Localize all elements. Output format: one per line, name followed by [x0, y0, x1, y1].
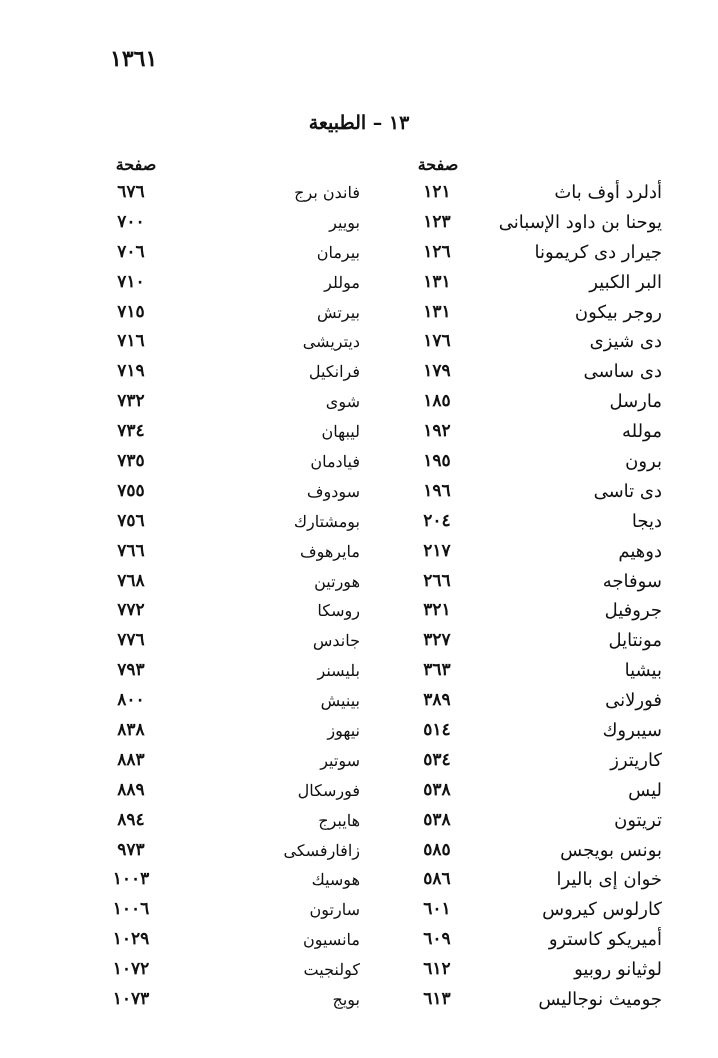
- entry-page-second: ١٠٠٦: [112, 899, 150, 920]
- entry-name-second: زافارفسكى: [283, 840, 360, 860]
- index-row: [0, 477, 718, 507]
- entry-name: بونس بويجس: [560, 839, 662, 861]
- column-header-middle: صفحة: [417, 155, 459, 174]
- entry-name-second: ليبهان: [321, 422, 360, 442]
- entry-page: ١٧٩: [423, 361, 451, 382]
- index-row: [0, 208, 718, 238]
- entry-name-second: سودوف: [306, 481, 360, 501]
- entry-name: سيبروك: [602, 720, 662, 742]
- entry-page: ٥٣٤: [423, 749, 451, 770]
- entry-page-second: ٧٠٠: [117, 211, 145, 232]
- index-row: [0, 357, 718, 387]
- entry-name-second: فيادمان: [310, 452, 360, 472]
- entry-name-second: فاندن برج: [294, 183, 360, 202]
- entry-page: ٢٦٦: [423, 570, 451, 591]
- entry-page: ١٩٥: [423, 451, 451, 472]
- index-row: [0, 387, 718, 417]
- entry-name-second: هورتين: [314, 571, 360, 591]
- entry-page: ٣٢٧: [423, 630, 451, 651]
- entry-name-second: مانسيون: [302, 930, 360, 950]
- entry-page-second: ٧٠٦: [117, 241, 145, 262]
- index-row: [0, 417, 718, 447]
- entry-name-second: بويج: [332, 990, 360, 1010]
- entry-page-second: ٧١٦: [117, 331, 145, 352]
- entry-page: ١٨٥: [423, 391, 451, 412]
- entry-page-second: ٧٩٣: [117, 660, 145, 681]
- entry-name: جوميث نوجاليس: [538, 989, 662, 1011]
- entry-name: تريتون: [614, 809, 662, 831]
- entry-page-second: ٧١٥: [117, 301, 145, 322]
- index-row: [0, 925, 718, 955]
- entry-page: ٦٠٩: [423, 929, 451, 950]
- entry-page: ١٢١: [423, 182, 451, 202]
- entry-page: ٣٦٣: [423, 660, 451, 681]
- index-list: [0, 178, 718, 1015]
- entry-page-second: ٧٧٦: [117, 630, 145, 651]
- index-row: [0, 626, 718, 656]
- index-row: [0, 537, 718, 567]
- entry-name: لوثيانو روبيو: [574, 959, 662, 981]
- entry-name-second: شوى: [325, 392, 360, 412]
- index-row: [0, 985, 718, 1015]
- entry-name: كارلوس كيروس: [542, 899, 662, 921]
- entry-page-second: ٧٣٢: [117, 391, 145, 412]
- index-row: [0, 567, 718, 597]
- entry-name-second: مايرهوف: [299, 541, 360, 561]
- section-title: ١٣ – الطبيعة: [308, 112, 410, 134]
- entry-page-second: ٧١٠: [117, 271, 145, 292]
- entry-page: ١٢٦: [423, 241, 451, 262]
- entry-name: سوفاجه: [602, 570, 662, 592]
- index-row: [0, 268, 718, 298]
- entry-name-second: موللر: [324, 272, 360, 292]
- index-row: [0, 776, 718, 806]
- entry-page-second: ١٠٧٢: [112, 959, 150, 980]
- index-row: [0, 716, 718, 746]
- entry-name: جروفيل: [604, 600, 662, 622]
- entry-page-second: ٦٧٦: [117, 182, 145, 202]
- entry-name-second: بليسنر: [317, 661, 360, 681]
- entry-page-second: ١٠٠٣: [112, 869, 150, 890]
- entry-name-second: بيرمان: [316, 242, 360, 262]
- index-row: [0, 865, 718, 895]
- entry-page-second: ٨٠٠: [117, 690, 145, 711]
- entry-name: مارسل: [609, 391, 662, 413]
- entry-page-second: ٨٨٩: [117, 779, 145, 800]
- entry-page-second: ٧٥٦: [117, 510, 145, 531]
- entry-name-second: ديتريشى: [302, 332, 360, 352]
- entry-page: ٣٢١: [423, 600, 451, 621]
- entry-name-second: سوتير: [320, 750, 360, 770]
- entry-page: ٦١٢: [423, 959, 451, 980]
- entry-page-second: ١٠٧٣: [112, 989, 150, 1010]
- entry-page-second: ٧٦٨: [117, 570, 145, 591]
- index-row: [0, 327, 718, 357]
- entry-page: ٢٠٤: [423, 510, 451, 531]
- entry-page-second: ٧٧٢: [117, 600, 145, 621]
- entry-page: ١٣١: [423, 271, 451, 292]
- entry-page: ٦١٣: [423, 989, 451, 1010]
- entry-name: أدلرد أوف باث: [554, 182, 662, 203]
- entry-name-second: نيهوز: [327, 721, 360, 741]
- entry-name: مولله: [621, 421, 662, 443]
- entry-page-second: ٨٣٨: [117, 720, 145, 741]
- entry-name-second: بينيش: [320, 691, 360, 711]
- index-row: [0, 298, 718, 328]
- entry-page: ٥١٤: [423, 720, 451, 741]
- entry-page-second: ٧٦٦: [117, 540, 145, 561]
- entry-name: ديجا: [631, 510, 662, 532]
- entry-name-second: فرانكيل: [308, 362, 360, 382]
- entry-name-second: سارتون: [309, 900, 360, 920]
- entry-name-second: جاندس: [312, 631, 360, 651]
- entry-name-second: كولنجيت: [303, 960, 360, 980]
- column-header-left: صفحة: [115, 155, 157, 174]
- entry-page: ٢١٧: [423, 540, 451, 561]
- entry-name: دى تاسى: [593, 480, 662, 502]
- entry-name-second: فورسكال: [297, 780, 360, 800]
- entry-name: ليس: [628, 779, 662, 801]
- entry-name-second: هايبرج: [318, 810, 360, 830]
- entry-page-second: ٧٣٤: [117, 421, 145, 442]
- index-row: [0, 686, 718, 716]
- index-row: [0, 238, 718, 268]
- entry-page: ١٢٣: [423, 211, 451, 232]
- entry-name-second: روسكا: [317, 601, 360, 621]
- entry-name: دى ساسى: [583, 361, 662, 383]
- entry-name: فورلانى: [605, 690, 662, 712]
- entry-name-second: بومشتارك: [293, 511, 360, 531]
- entry-name: دى شيزى: [589, 331, 662, 353]
- entry-name: دوهيم: [618, 540, 662, 562]
- entry-name-second: بويير: [329, 212, 360, 232]
- entry-page: ٣٨٩: [423, 690, 451, 711]
- index-row: [0, 746, 718, 776]
- entry-page-second: ١٠٢٩: [112, 929, 150, 950]
- entry-name: أميريكو كاسترو: [548, 929, 662, 951]
- entry-page: ٥٨٥: [423, 839, 451, 860]
- entry-name: يوحنا بن داود الإسبانى: [498, 211, 662, 233]
- entry-name-second: هوسيك: [311, 870, 360, 890]
- entry-name: خوان إى باليرا: [556, 869, 662, 891]
- entry-name: كاريترز: [610, 749, 662, 771]
- entry-page-second: ٧٥٥: [117, 480, 145, 501]
- page-number: ١٣٦١: [110, 46, 158, 72]
- index-row: [0, 895, 718, 925]
- index-row: [0, 596, 718, 626]
- entry-page: ٦٠١: [423, 899, 451, 920]
- index-row: [0, 836, 718, 866]
- entry-page: ١٣١: [423, 301, 451, 322]
- entry-page-second: ٧١٩: [117, 361, 145, 382]
- index-row: [0, 447, 718, 477]
- index-row: [0, 955, 718, 985]
- entry-page: ١٩٦: [423, 480, 451, 501]
- entry-name: جيرار دى كريمونا: [534, 241, 662, 263]
- entry-page-second: ٨٩٤: [117, 809, 145, 830]
- entry-name: بيشيا: [624, 660, 662, 682]
- entry-page: ٥٨٦: [423, 869, 451, 890]
- index-row: [0, 507, 718, 537]
- entry-page-second: ٨٨٣: [117, 749, 145, 770]
- index-row: [0, 806, 718, 836]
- entry-page: ٥٣٨: [423, 779, 451, 800]
- entry-page: ١٧٦: [423, 331, 451, 352]
- entry-page-second: ٩٧٣: [117, 839, 145, 860]
- entry-name: مونتايل: [608, 630, 662, 652]
- index-row: [0, 178, 718, 208]
- entry-page: ١٩٢: [423, 421, 451, 442]
- entry-name: برون: [625, 451, 662, 473]
- entry-name: البر الكبير: [589, 271, 662, 293]
- index-row: [0, 656, 718, 686]
- entry-name-second: بيرتش: [317, 302, 360, 322]
- entry-name: روجر بيكون: [574, 301, 662, 323]
- entry-page: ٥٣٨: [423, 809, 451, 830]
- entry-page-second: ٧٣٥: [117, 451, 145, 472]
